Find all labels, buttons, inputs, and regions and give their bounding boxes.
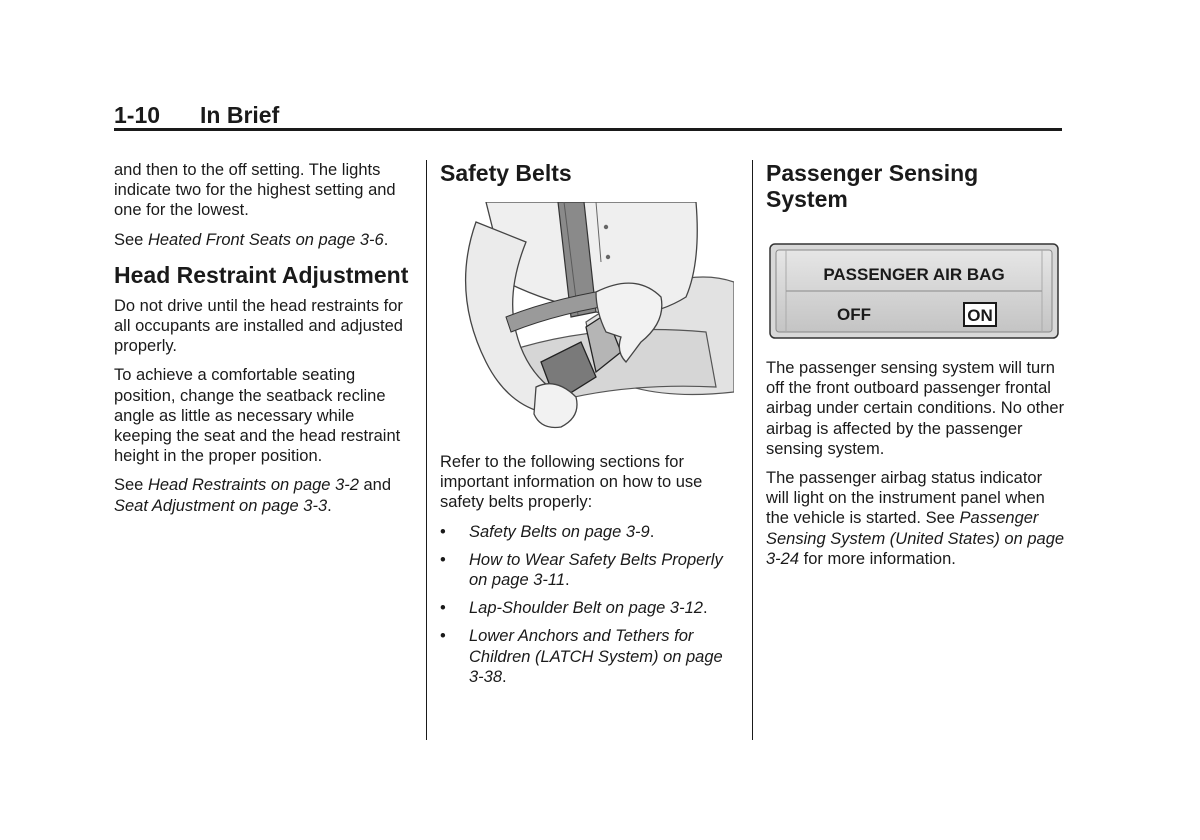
- column-2: [440, 160, 740, 695]
- bullet: •: [440, 522, 446, 541]
- ref-link[interactable]: Lap-Shoulder Belt on page 3-12: [469, 599, 703, 618]
- list-item: • Safety Belts on page 3-9.: [440, 522, 655, 541]
- paragraph: The passenger airbag status indicator will light on the instrument panel when the vehicle is started. See Passenger Sensing System (United States) on page 3-24 for more information.: [766, 469, 1065, 568]
- indicator-title: PASSENGER AIR BAG: [823, 265, 1005, 284]
- ref-link[interactable]: Head Restraints on page 3-2: [147, 476, 359, 495]
- heading-passenger-sensing: Passenger Sensing System: [766, 160, 979, 212]
- page-header: [114, 100, 1062, 130]
- safety-belt-illustration: [446, 202, 734, 432]
- indicator-on-label: ON: [967, 306, 993, 325]
- ref-link[interactable]: Seat Adjustment on page 3-3: [114, 496, 328, 515]
- paragraph: Refer to the following sections for important information on how to use safety belts properly:: [440, 453, 703, 512]
- bullet: •: [440, 550, 446, 569]
- column-1: [114, 160, 414, 525]
- indicator-off-label: OFF: [837, 305, 871, 324]
- passenger-airbag-indicator: [768, 242, 1060, 340]
- list-item: • How to Wear Safety Belts Properly on page 3-11.: [440, 550, 723, 590]
- see-heated-seats: See Heated Front Seats on page 3-6.: [114, 230, 389, 249]
- ref-link[interactable]: Passenger Sensing System (United States) on page 3-24: [766, 509, 1065, 568]
- page-number: 1-10: [114, 102, 161, 128]
- header-rule: [114, 128, 1062, 131]
- ref-link[interactable]: Lower Anchors and Tethers for Children (LATCH System) on page 3-38: [469, 627, 723, 686]
- ref-link[interactable]: Safety Belts on page 3-9: [469, 522, 650, 541]
- heading-safety-belts: Safety Belts: [440, 160, 572, 186]
- list-item: • Lap-Shoulder Belt on page 3-12.: [440, 599, 708, 618]
- paragraph: Do not drive until the head restraints for all occupants are installed and adjusted properly.: [114, 296, 403, 356]
- ref-link[interactable]: Heated Front Seats on page 3-6: [147, 230, 384, 249]
- section-title: In Brief: [200, 102, 280, 128]
- ref-link[interactable]: How to Wear Safety Belts Properly on page 3-11: [469, 550, 723, 590]
- see-head-restraints: See Head Restraints on page 3-2 and Seat Adjustment on page 3-3.: [114, 476, 392, 515]
- bullet: •: [440, 599, 446, 618]
- column-divider-1: [426, 160, 427, 740]
- column-divider-2: [752, 160, 753, 740]
- list-item: • Lower Anchors and Tethers for Children (LATCH System) on page 3-38.: [440, 627, 723, 686]
- paragraph: The passenger sensing system will turn off the front outboard passenger frontal airbag under certain conditions. No other airbag is affected by the passenger sensing system.: [766, 359, 1065, 458]
- paragraph: To achieve a comfortable seating position, change the seatback recline angle as little as necessary while keeping the seat and the head restraint height in the proper position.: [114, 366, 401, 466]
- continued-paragraph: and then to the off setting. The lights indicate two for the highest setting and one for the lowest.: [114, 161, 396, 220]
- column-3: [766, 160, 1066, 578]
- bullet: •: [440, 627, 446, 646]
- reference-list: [440, 522, 740, 687]
- heading-head-restraint: Head Restraint Adjustment: [114, 261, 409, 288]
